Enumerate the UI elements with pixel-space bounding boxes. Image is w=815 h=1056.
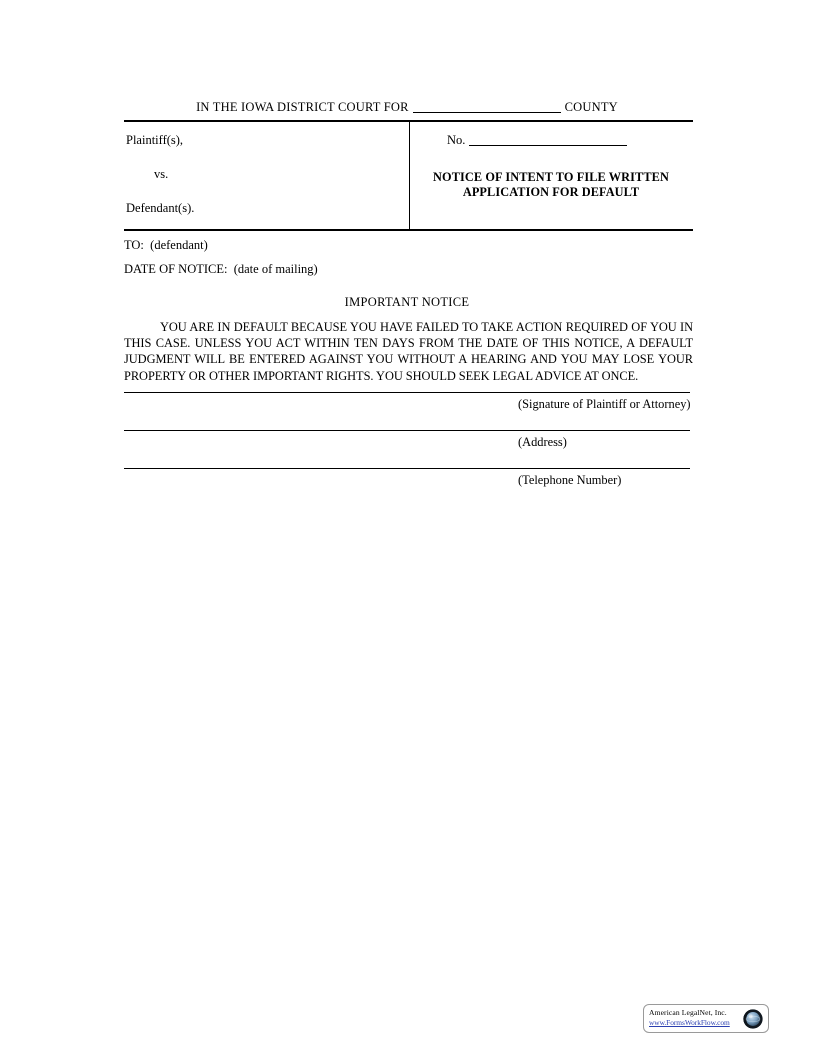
to-label: TO: <box>124 238 144 252</box>
defendant-label: Defendant(s). <box>126 201 195 215</box>
date-of-notice-label: DATE OF NOTICE: <box>124 262 228 276</box>
document-title <box>409 170 693 200</box>
signature-block <box>124 392 690 506</box>
important-notice-heading: IMPORTANT NOTICE <box>344 295 470 309</box>
legalnet-badge[interactable] <box>643 1004 769 1033</box>
court-header-suffix: COUNTY <box>564 100 618 114</box>
badge-url-link[interactable]: www.FormsWorkFlow.com <box>649 1018 730 1027</box>
caption-case-cell <box>409 122 693 229</box>
caption-box <box>124 120 693 231</box>
address-label: (Address) <box>518 435 567 449</box>
to-value[interactable]: (defendant) <box>150 238 208 252</box>
globe-icon <box>742 1008 764 1030</box>
badge-company-name: American LegalNet, Inc. <box>649 1008 727 1017</box>
document-title-line-2: APPLICATION FOR DEFAULT <box>462 185 640 199</box>
plaintiff-label: Plaintiff(s), <box>126 133 184 147</box>
telephone-label: (Telephone Number) <box>518 473 622 487</box>
address-row <box>124 430 690 468</box>
court-header-prefix: IN THE IOWA DISTRICT COURT FOR <box>196 100 409 114</box>
telephone-row <box>124 468 690 506</box>
versus-label: vs. <box>154 167 169 181</box>
caption-parties-cell <box>124 122 409 229</box>
case-number-row <box>447 133 627 148</box>
case-number-label: No. <box>447 133 466 147</box>
signature-rule[interactable] <box>124 392 690 393</box>
date-of-notice-line <box>124 262 318 277</box>
badge-text-group <box>649 1008 742 1027</box>
court-header <box>124 100 690 115</box>
date-of-notice-value[interactable]: (date of mailing) <box>233 262 318 276</box>
notice-body-text: YOU ARE IN DEFAULT BECAUSE YOU HAVE FAILED TO TAKE ACTION REQUIRED OF YOU IN THIS CASE. UNLESS YOU ACT WITHIN TEN DAYS FROM THE DATE OF THIS NOTICE, A DEFAULT JUDGMENT WILL BE ENTERED AGAINST YOU WITHOUT A HEARING AND YOU MAY LOSE YOUR PROPERTY OR OTHER IMPORTANT RIGHTS. YOU SHOULD SEEK LEGAL ADVICE AT ONCE. <box>124 320 693 383</box>
county-blank-field[interactable] <box>413 101 561 113</box>
signature-row <box>124 392 690 430</box>
case-number-field[interactable] <box>469 134 627 146</box>
document-title-line-1: NOTICE OF INTENT TO FILE WRITTEN <box>433 170 669 184</box>
recipient-line <box>124 238 208 253</box>
signature-label: (Signature of Plaintiff or Attorney) <box>518 397 691 411</box>
address-rule[interactable] <box>124 430 690 431</box>
telephone-rule[interactable] <box>124 468 690 469</box>
